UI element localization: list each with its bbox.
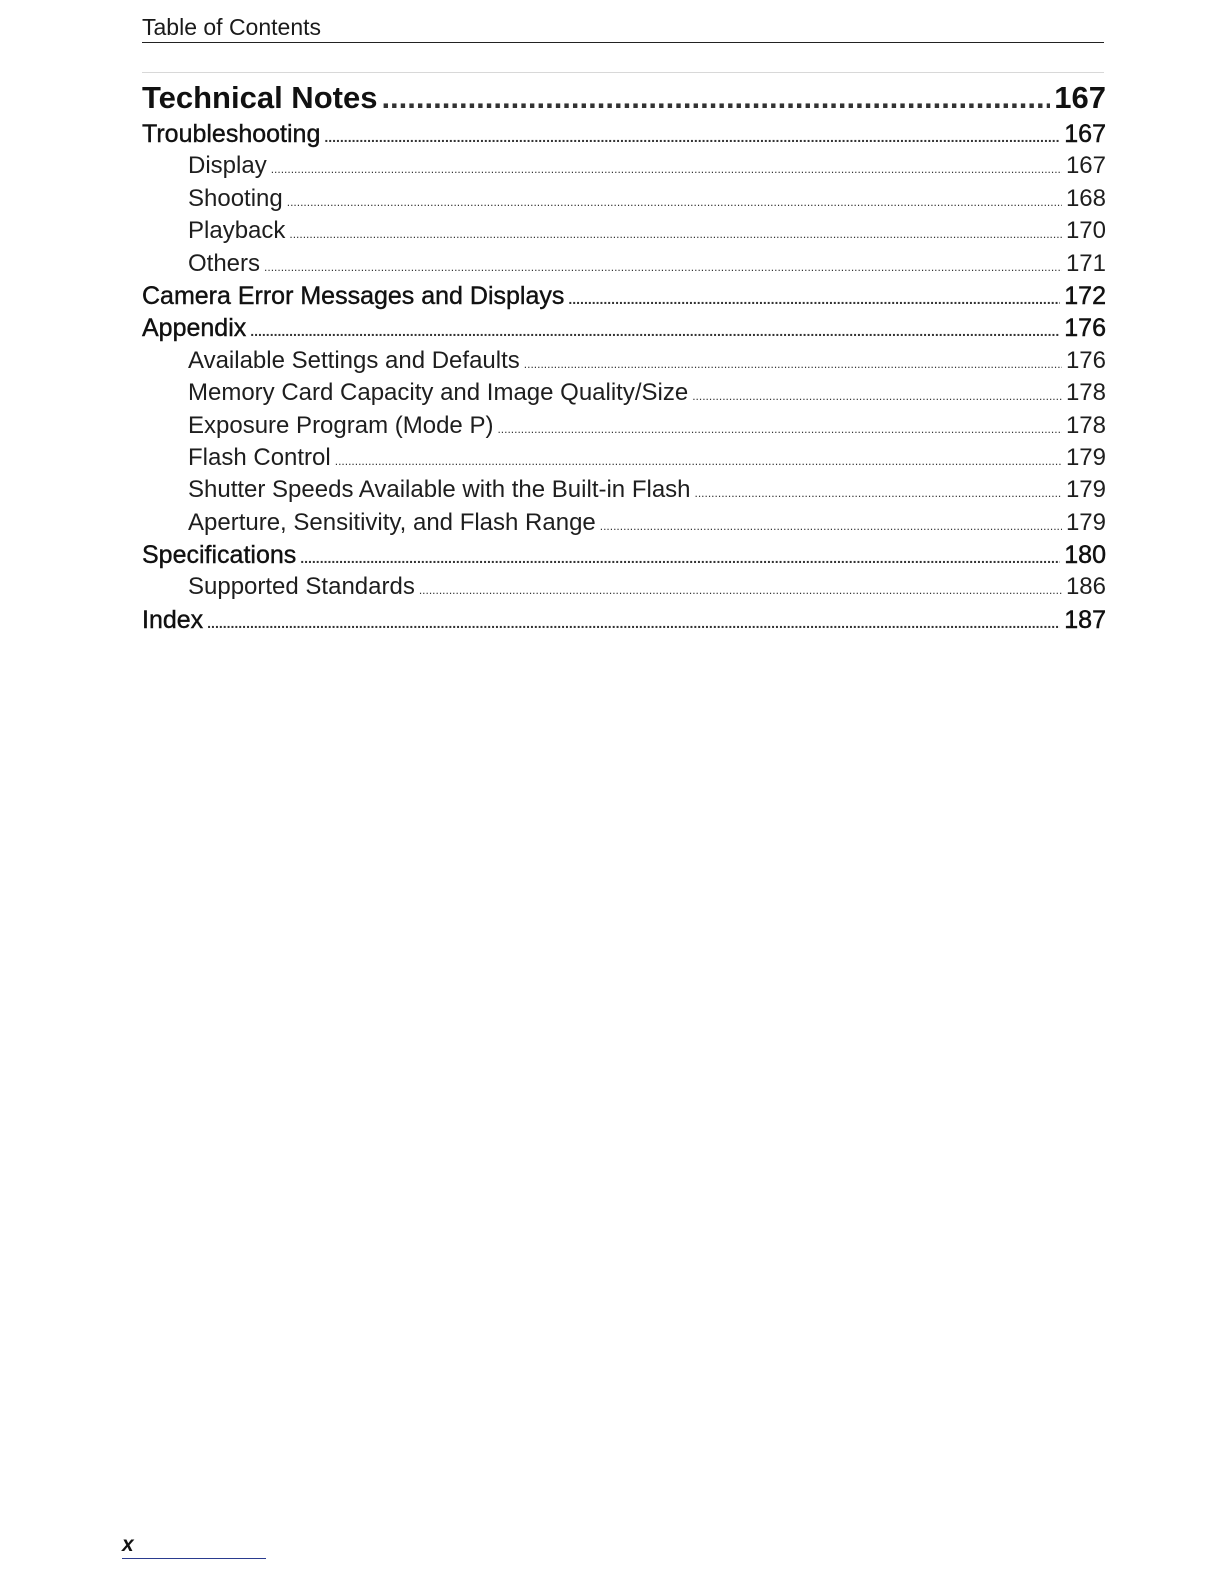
dot-leader [300, 542, 1060, 574]
dot-leader [419, 574, 1062, 606]
toc-entry-label: Memory Card Capacity and Image Quality/Size [188, 379, 689, 407]
toc-section-label: Technical Notes [142, 80, 378, 115]
toc-entry-label: Others [188, 249, 261, 277]
toc-entry-playback[interactable] [142, 215, 1106, 247]
toc-entry-page: 176 [1065, 346, 1106, 374]
page-number: x [122, 1533, 134, 1556]
toc-section-technical-notes[interactable] [142, 78, 1106, 118]
running-header [142, 12, 1104, 43]
dot-leader [287, 186, 1062, 218]
toc-entry-aperture-sensitivity[interactable] [142, 507, 1106, 539]
toc-entry-label: Playback [188, 217, 286, 245]
toc-entry-page: 178 [1065, 411, 1106, 439]
dot-leader [289, 218, 1062, 250]
toc-entry-troubleshooting[interactable] [142, 118, 1106, 150]
toc-entry-label: Flash Control [188, 443, 331, 471]
toc-entry-label: Available Settings and Defaults [188, 346, 520, 374]
dot-leader [692, 380, 1062, 412]
toc-entry-page: 170 [1065, 217, 1106, 245]
toc-entry-index[interactable] [142, 604, 1106, 636]
toc-entry-shooting[interactable] [142, 183, 1106, 215]
toc-entry-page: 167 [1064, 120, 1106, 148]
dot-leader [271, 153, 1062, 185]
toc-entry-page: 178 [1065, 379, 1106, 407]
toc-entry-label: Shooting [188, 184, 283, 212]
toc-entry-label: Supported Standards [188, 573, 415, 601]
dot-leader [524, 348, 1062, 380]
toc-entry-page: 167 [1065, 152, 1106, 180]
toc-entry-others[interactable] [142, 248, 1106, 280]
toc-entry-page: 187 [1064, 605, 1106, 634]
toc-entry-page: 168 [1065, 184, 1106, 212]
toc-entry-label: Index [142, 605, 204, 634]
toc-entry-specifications[interactable] [142, 539, 1106, 571]
toc-entry-page: 172 [1064, 281, 1106, 310]
running-header-title: Table of Contents [142, 14, 322, 40]
toc-entry-label: Aperture, Sensitivity, and Flash Range [188, 508, 596, 536]
toc-entry-label: Camera Error Messages and Displays [142, 281, 565, 310]
dot-leader [250, 315, 1060, 347]
toc-entry-appendix[interactable] [142, 312, 1106, 344]
dot-leader [207, 607, 1060, 639]
dot-leader [264, 251, 1062, 283]
toc-section-page: 167 [1054, 80, 1106, 115]
toc-entry-flash-control[interactable] [142, 442, 1106, 474]
dot-leader [695, 477, 1062, 509]
toc-entry-supported-standards[interactable] [142, 571, 1106, 603]
toc-entry-camera-error-messages[interactable] [142, 280, 1106, 312]
dot-leader [324, 121, 1060, 153]
toc-entry-label: Appendix [142, 314, 247, 343]
section-divider [142, 72, 1104, 73]
toc-entry-available-settings[interactable] [142, 345, 1106, 377]
toc-entry-page: 171 [1065, 249, 1106, 277]
toc-entry-page: 176 [1064, 314, 1106, 343]
toc-entry-shutter-speeds[interactable] [142, 474, 1106, 506]
table-of-contents [142, 78, 1106, 636]
dot-leader [600, 510, 1062, 542]
dot-leader [335, 445, 1062, 477]
toc-entry-display[interactable] [142, 150, 1106, 182]
toc-entry-page: 179 [1065, 443, 1106, 471]
toc-entry-label: Specifications [142, 541, 297, 570]
toc-entry-label: Exposure Program (Mode P) [188, 411, 494, 439]
toc-entry-page: 180 [1064, 541, 1106, 570]
toc-entry-memory-card-capacity[interactable] [142, 377, 1106, 409]
toc-entry-label: Troubleshooting [142, 120, 321, 148]
dot-leader [381, 78, 1050, 118]
dot-leader [497, 413, 1062, 445]
toc-entry-label: Shutter Speeds Available with the Built-in Flash [188, 476, 691, 504]
toc-entry-exposure-program[interactable] [142, 410, 1106, 442]
toc-entry-page: 179 [1065, 508, 1106, 536]
toc-entry-page: 186 [1065, 573, 1106, 601]
toc-entry-page: 179 [1065, 476, 1106, 504]
toc-entry-label: Display [188, 152, 267, 180]
dot-leader [568, 283, 1060, 315]
page-footer [122, 1532, 266, 1559]
